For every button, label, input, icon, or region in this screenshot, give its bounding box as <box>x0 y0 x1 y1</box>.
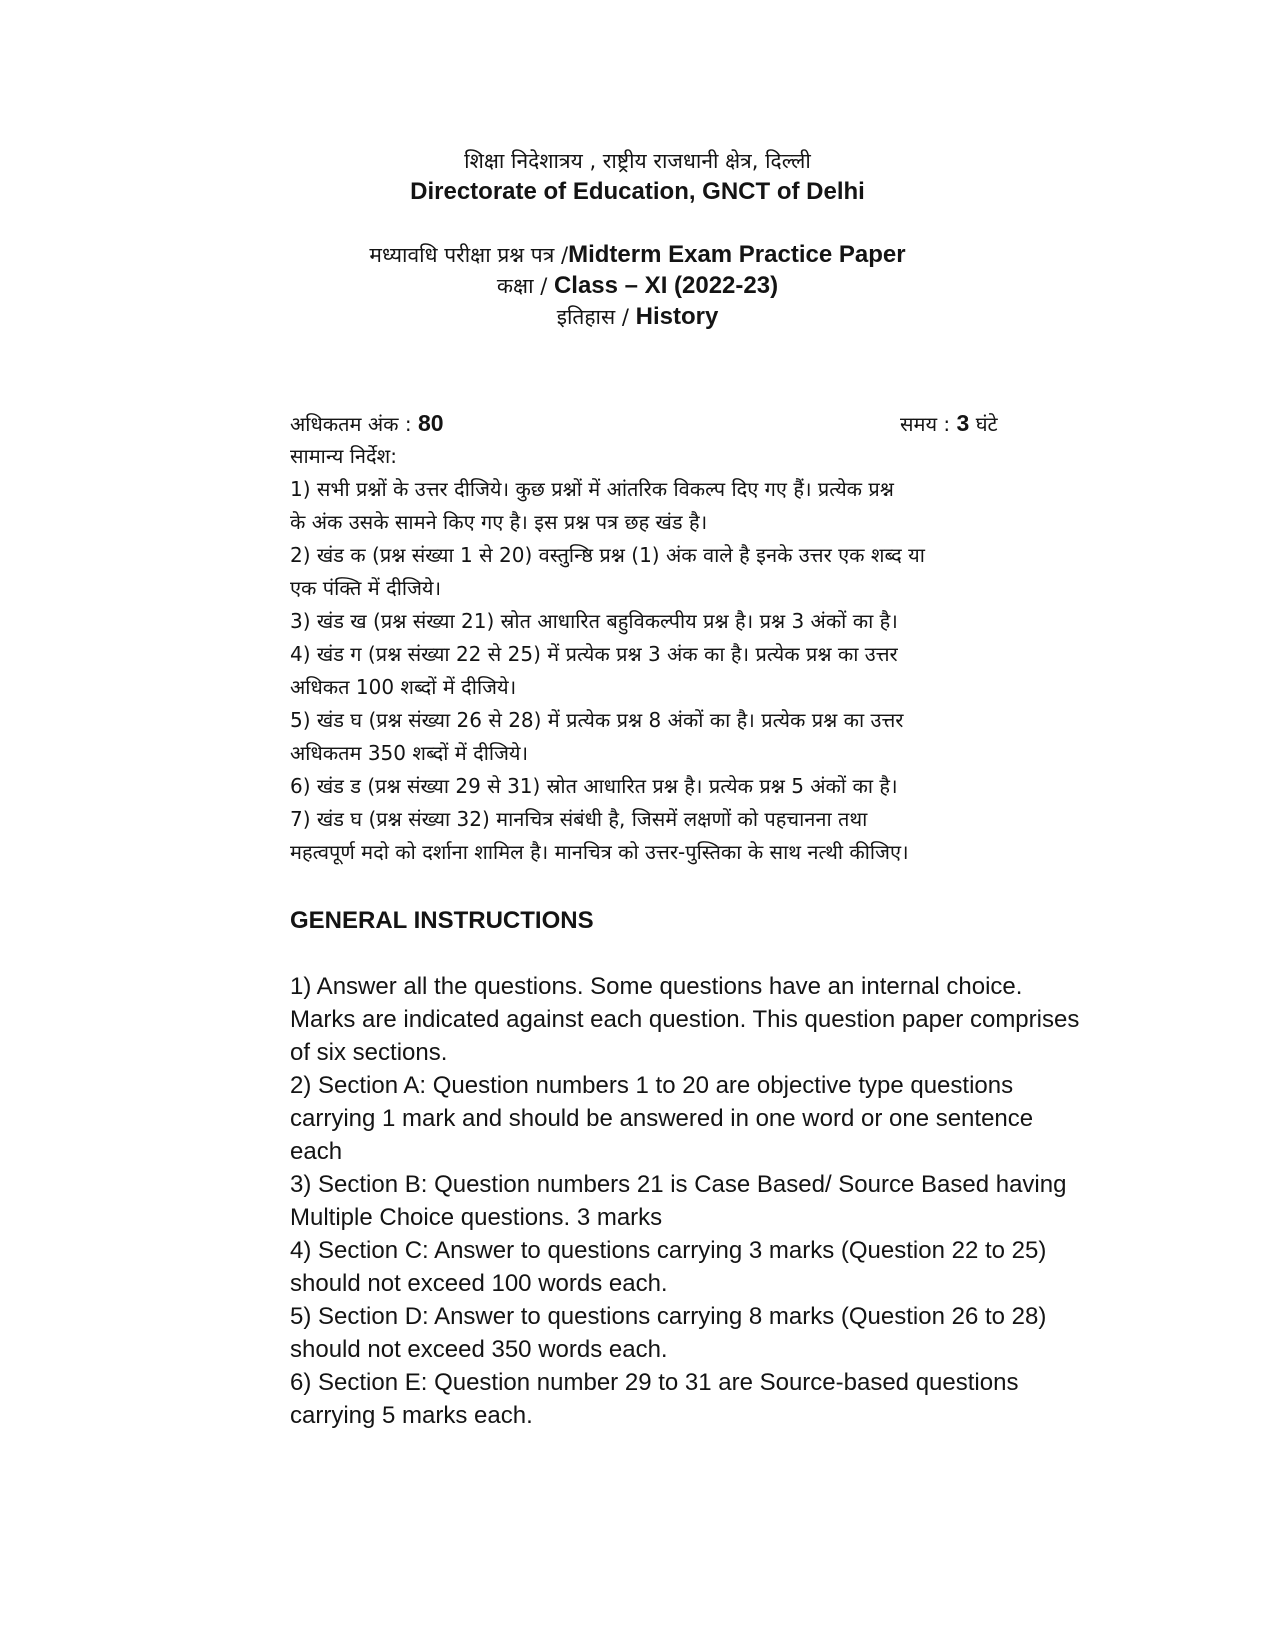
time-unit: घंटे <box>969 412 998 436</box>
hindi-instruction-line: 2) खंड क (प्रश्न संख्या 1 से 20) वस्तुन्ष्ठि प्रश्न (1) अंक वाले है इनके उत्तर एक शब्द या <box>290 543 925 567</box>
hindi-instruction-line: 7) खंड घ (प्रश्न संख्या 32) मानचित्र संबंधी है, जिसमें लक्षणों को पहचानना तथा <box>290 807 868 831</box>
hindi-instructions-heading: सामान्य निर्देश: <box>290 444 397 468</box>
english-instruction-line: Multiple Choice questions. 3 marks <box>290 1204 663 1231</box>
hindi-instruction-line: एक पंक्ति में दीजिये। <box>290 576 442 600</box>
directorate-title-english: Directorate of Education, GNCT of Delhi <box>410 178 865 205</box>
class-line <box>0 271 1275 301</box>
english-instruction-line: 3) Section B: Question numbers 21 is Case Based/ Source Based having <box>290 1171 1067 1198</box>
class-label-hindi: कक्षा / <box>496 274 554 298</box>
english-instruction-line: Marks are indicated against each question. This question paper comprises <box>290 1006 1080 1033</box>
max-marks <box>290 408 444 439</box>
english-instruction-line: each <box>290 1138 343 1165</box>
class-label-english: Class – XI (2022-23) <box>553 272 779 299</box>
english-instruction-line: 2) Section A: Question numbers 1 to 20 are objective type questions <box>290 1072 1014 1099</box>
paper-title-english: Midterm Exam Practice Paper <box>568 241 906 268</box>
paper-title <box>0 240 1275 270</box>
general-instructions-heading: GENERAL INSTRUCTIONS <box>290 907 594 934</box>
directorate-title-hindi: शिक्षा निदेशात्रय , राष्ट्रीय राजधानी क्षेत्र, दिल्ली <box>464 149 811 173</box>
max-marks-label: अधिकतम अंक : <box>290 412 418 436</box>
hindi-instruction-line: 3) खंड ख (प्रश्न संख्या 21) स्रोत आधारित बहुविकल्पीय प्रश्न है। प्रश्न 3 अंकों का है। <box>290 609 898 633</box>
subject-line <box>0 302 1275 332</box>
english-instruction-line: 5) Section D: Answer to questions carrying 8 marks (Question 26 to 28) <box>290 1303 1047 1330</box>
english-instruction-line: carrying 5 marks each. <box>290 1402 533 1429</box>
hindi-instruction-line: के अंक उसके सामने किए गए है। इस प्रश्न पत्र छह खंड है। <box>290 510 708 534</box>
english-instruction-line: carrying 1 mark and should be answered in one word or one sentence <box>290 1105 1034 1132</box>
hindi-instruction-line: महत्वपूर्ण मदो को दर्शाना शामिल है। मानचित्र को उत्तर-पुस्तिका के साथ नत्थी कीजिए। <box>290 840 909 864</box>
english-instruction-line: of six sections. <box>290 1039 448 1066</box>
time-label: समय : <box>900 412 957 436</box>
hindi-instruction-line: 6) खंड ड (प्रश्न संख्या 29 से 31) स्रोत आधारित प्रश्न है। प्रत्येक प्रश्न 5 अंकों का है। <box>290 774 898 798</box>
subject-label-english: History <box>635 303 719 330</box>
hindi-instruction-line: 1) सभी प्रश्नों के उत्तर दीजिये। कुछ प्रश्नों में आंतरिक विकल्प दिए गए हैं। प्रत्येक प्रश्न <box>290 477 894 501</box>
hindi-instruction-line: 4) खंड ग (प्रश्न संख्या 22 से 25) में प्रत्येक प्रश्न 3 अंक का है। प्रत्येक प्रश्न का उत्तर <box>290 642 898 666</box>
hindi-instruction-line: अधिकत 100 शब्दों में दीजिये। <box>290 675 517 699</box>
hindi-instruction-line: अधिकतम 350 शब्दों में दीजिये। <box>290 741 529 765</box>
max-marks-value: 80 <box>417 410 444 436</box>
english-instruction-line: 1) Answer all the questions. Some questions have an internal choice. <box>290 973 1023 1000</box>
paper-title-hindi: मध्यावधि परीक्षा प्रश्न पत्र / <box>369 243 569 267</box>
time-value: 3 <box>956 410 970 436</box>
subject-label-hindi: इतिहास / <box>556 305 636 329</box>
hindi-instruction-line: 5) खंड घ (प्रश्न संख्या 26 से 28) में प्रत्येक प्रश्न 8 अंकों का है। प्रत्येक प्रश्न का उत्तर <box>290 708 904 732</box>
english-instruction-line: should not exceed 350 words each. <box>290 1336 668 1363</box>
time-allowed <box>900 408 998 439</box>
english-instruction-line: should not exceed 100 words each. <box>290 1270 668 1297</box>
english-instruction-line: 6) Section E: Question number 29 to 31 are Source-based questions <box>290 1369 1019 1396</box>
english-instruction-line: 4) Section C: Answer to questions carrying 3 marks (Question 22 to 25) <box>290 1237 1047 1264</box>
